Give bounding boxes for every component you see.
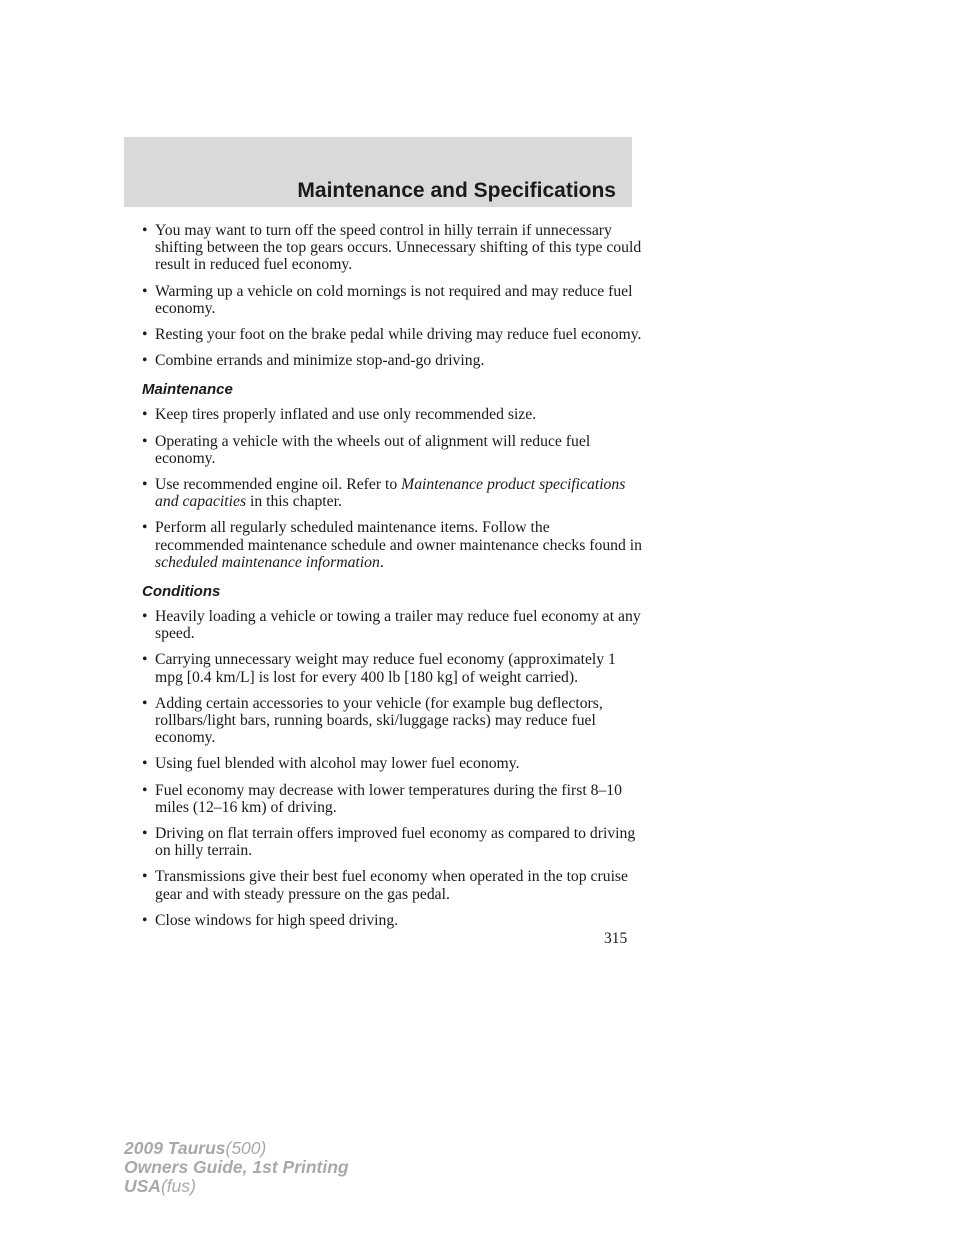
list-item: • You may want to turn off the speed control in hilly terrain if unnecessary shifting between the top gears occurs. Unnecessary shifting of this type could result in reduced fuel economy. [142, 222, 642, 274]
conditions-heading: Conditions [142, 583, 221, 601]
list-item: • Perform all regularly scheduled maintenance items. Follow the recommended maintenance schedule and owner maintenance checks found in scheduled maintenance information. [142, 519, 642, 571]
bullet-icon: • [142, 651, 148, 669]
bullet-icon: • [142, 282, 148, 300]
bullet-icon: • [142, 868, 148, 886]
footer-line-region: USA(fus) [124, 1176, 196, 1196]
bullet-icon: • [142, 406, 148, 424]
bullet-icon: • [142, 222, 148, 239]
print-footer [124, 1139, 349, 1196]
list-item: • Fuel economy may decrease with lower temperatures during the first 8–10 miles (12–16 km) of driving. [142, 781, 622, 816]
list-item: • Driving on flat terrain offers improved fuel economy as compared to driving on hilly terrain. [142, 825, 636, 860]
list-item: • Operating a vehicle with the wheels out of alignment will reduce fuel economy. [142, 432, 591, 467]
bullet-icon: • [142, 352, 148, 370]
list-item: • Close windows for high speed driving. [142, 911, 399, 929]
section-title: Maintenance and Specifications [297, 179, 616, 202]
bullet-icon: • [142, 432, 148, 450]
page-content [142, 222, 642, 938]
list-item: • Use recommended engine oil. Refer to Maintenance product specifications and capacities in this chapter. [142, 476, 626, 511]
bullet-icon: • [142, 694, 148, 712]
list-item: • Using fuel blended with alcohol may lower fuel economy. [142, 755, 520, 773]
footer-line-edition: Owners Guide, 1st Printing [124, 1157, 349, 1177]
bullet-icon: • [142, 326, 148, 344]
footer-line-model: 2009 Taurus(500) [124, 1138, 267, 1158]
bullet-icon: • [142, 781, 148, 799]
page-number: 315 [604, 930, 628, 947]
maintenance-list [142, 406, 642, 571]
list-item: • Resting your foot on the brake pedal while driving may reduce fuel economy. [142, 326, 642, 344]
bullet-icon: • [142, 755, 148, 773]
list-item: • Heavily loading a vehicle or towing a trailer may reduce fuel economy at any speed. [142, 608, 641, 643]
bullet-icon: • [142, 825, 148, 843]
cross-reference-link[interactable]: Maintenance product specifications and capacities [155, 476, 626, 511]
intro-list [142, 222, 642, 369]
conditions-list [142, 608, 642, 929]
bullet-icon: • [142, 476, 148, 494]
bullet-icon: • [142, 911, 148, 929]
list-item: • Adding certain accessories to your vehicle (for example bug deflectors, rollbars/light bars, running boards, ski/luggage racks) may reduce fuel economy. [142, 694, 603, 747]
maintenance-heading: Maintenance [142, 381, 233, 399]
bullet-icon: • [142, 608, 148, 626]
list-item: • Carrying unnecessary weight may reduce fuel economy (approximately 1 mpg [0.4 km/L] is lost for every 400 lb [180 kg] of weight carried). [142, 651, 616, 686]
section-header-band [124, 137, 632, 207]
list-item: • Keep tires properly inflated and use only recommended size. [142, 406, 537, 424]
list-item: • Warming up a vehicle on cold mornings is not required and may reduce fuel economy. [142, 282, 633, 317]
bullet-icon: • [142, 519, 148, 537]
cross-reference-link[interactable]: scheduled maintenance information [155, 553, 380, 571]
list-item: • Combine errands and minimize stop-and-go driving. [142, 352, 485, 370]
list-item: • Transmissions give their best fuel economy when operated in the top cruise gear and with steady pressure on the gas pedal. [142, 868, 628, 903]
